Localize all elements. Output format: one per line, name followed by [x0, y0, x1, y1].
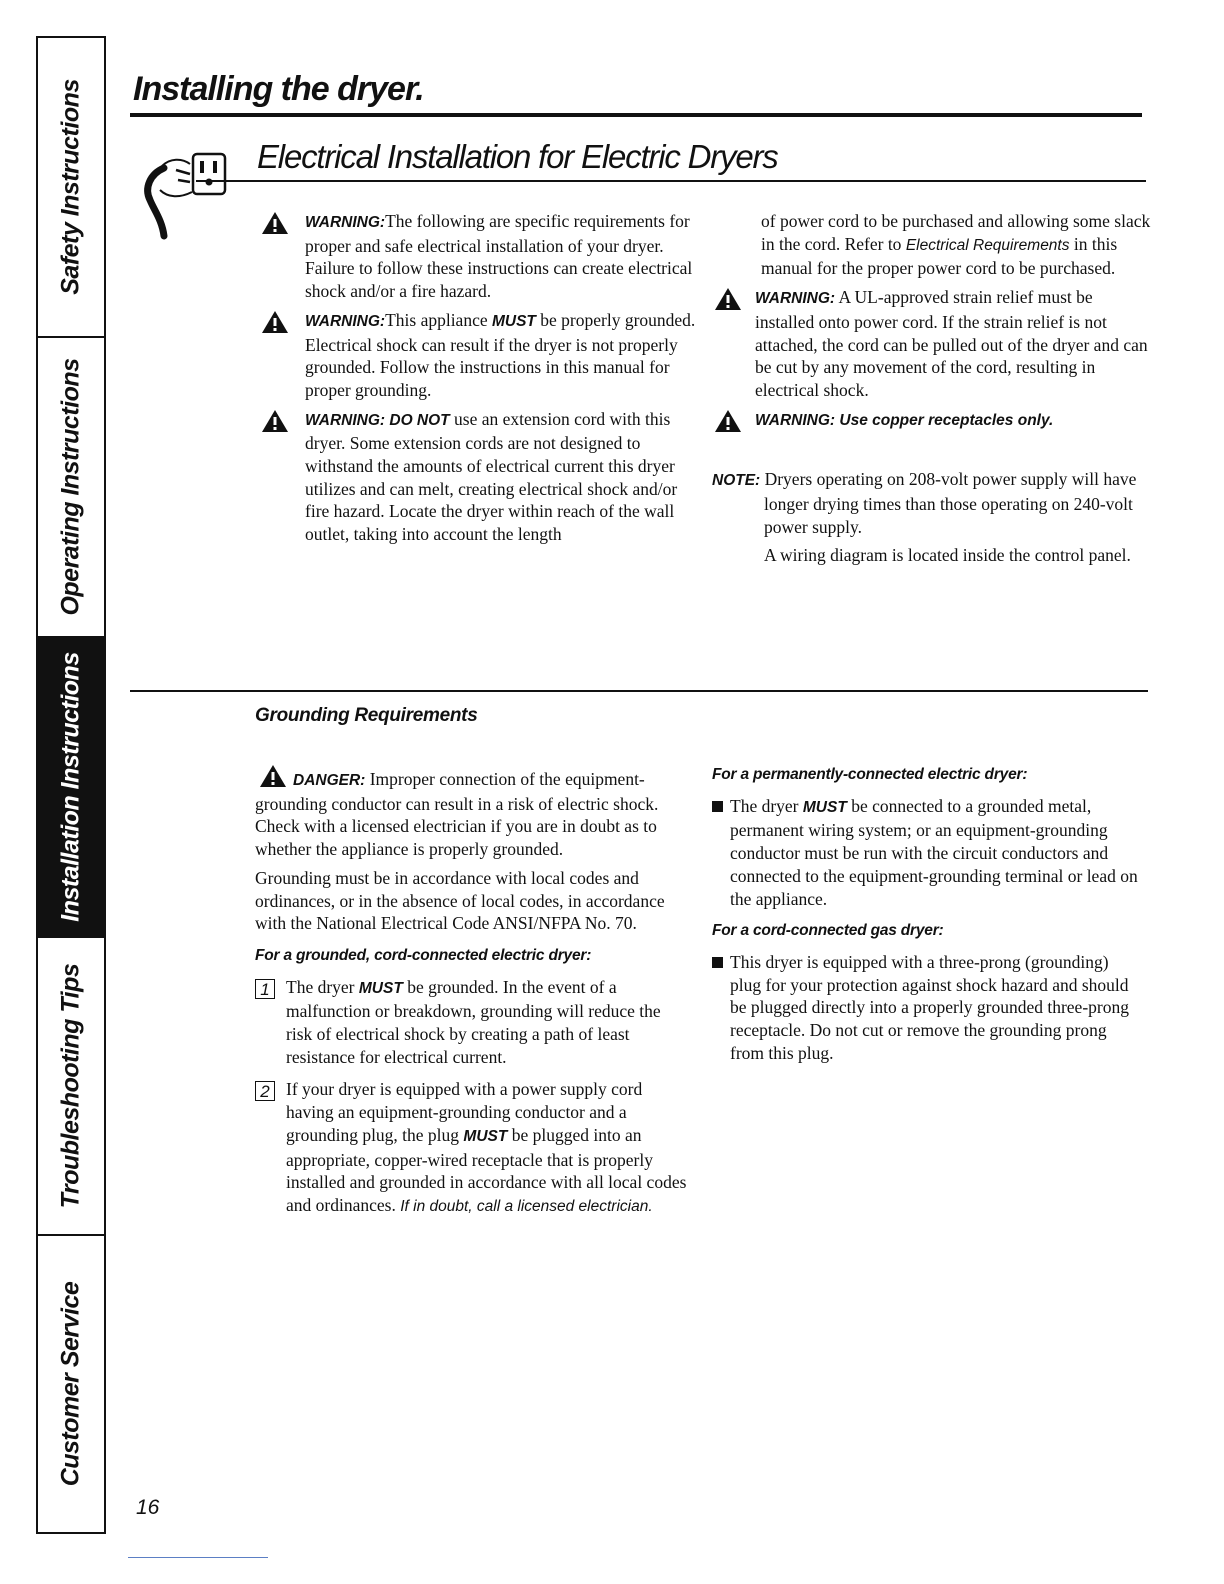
tab-operating-instructions[interactable] — [38, 338, 104, 638]
number-box: 2 — [255, 1081, 275, 1101]
cord-connected-electric-heading: For a grounded, cord-connected electric dryer: — [255, 946, 592, 964]
danger-paragraph — [255, 764, 687, 861]
warning-copper-receptacles — [712, 408, 1152, 433]
must-emphasis: MUST — [802, 798, 847, 816]
grounding-left-column — [255, 764, 687, 1229]
numbered-item-1 — [255, 976, 687, 1069]
electrical-requirements-reference: Electrical Requirements — [905, 236, 1070, 254]
numbered-item-2 — [255, 1078, 687, 1218]
paragraph-text: in this manual for the proper power cord to be purchased. — [761, 233, 1118, 279]
cord-connected-gas-heading: For a cord-connected gas dryer: — [712, 922, 944, 940]
warning-specific-requirements — [256, 210, 696, 303]
bullet-text: be connected to a grounded metal, permanent wiring system; or an equipment-grounding conductor must be run with the circuit conductors and connected to the equipment-grounding terminal or lead on the appliance. — [730, 795, 1138, 909]
tab-label: Operating Instructions — [56, 358, 85, 616]
electrical-left-column — [256, 210, 696, 552]
warning-text: The following are specific requirements for proper and safe electrical installation of your dryer. Failure to follow these instructions can create electrical shock and/or a fire hazard. — [305, 211, 693, 302]
electrical-plug-icon — [140, 140, 232, 240]
bullet-text: The dryer — [730, 795, 803, 816]
warning-triangle-icon — [714, 409, 742, 433]
warning-extension-cord — [256, 408, 696, 546]
permanently-connected-heading: For a permanently-connected electric dryer: — [712, 766, 1028, 783]
permanent-bullet — [712, 795, 1144, 911]
warning-strain-relief — [712, 286, 1152, 402]
warning-label: WARNING: — [305, 214, 386, 231]
warning-text: A UL-approved strain relief must be installed onto power cord. If the strain relief is not attached, the cord can be pulled out of the dryer and can be cut by any movement of the cord, resulting in electrical shock. — [755, 287, 1148, 400]
licensed-electrician-note: If in doubt, call a licensed electrician. — [400, 1197, 653, 1215]
footer-link-line — [128, 1557, 268, 1558]
warning-triangle-icon — [261, 211, 289, 235]
tab-troubleshooting-tips[interactable] — [38, 938, 104, 1236]
tab-label: Safety Instructions — [56, 79, 85, 295]
section-divider — [196, 180, 1146, 182]
electrical-right-column — [712, 210, 1152, 573]
page-number: 16 — [136, 1496, 160, 1519]
wiring-diagram-note: A wiring diagram is located inside the control panel. — [764, 545, 1131, 566]
power-cord-continuation — [712, 210, 1152, 280]
warning-label: WARNING: — [755, 290, 836, 308]
paragraph-text: of power cord to be purchased and allowing some slack in the cord. Refer to — [761, 211, 1151, 254]
warning-text: use an extension cord with this dryer. Some extension cords are not designed to withstand the amounts of electrical current this dryer utilizes and can melt, creating electrical shock and/or fire hazard. Locate the dryer within reach of the wall outlet, taking into account the length — [305, 408, 678, 545]
warning-triangle-icon — [714, 287, 742, 311]
sidebar-tabs — [36, 36, 106, 1534]
note-label: NOTE: — [712, 472, 761, 490]
warning-text: This appliance — [385, 309, 492, 330]
grounding-title: Grounding Requirements — [255, 705, 478, 726]
bullet-text: This dryer is equipped with a three-prong (grounding) plug for your protection against shock hazard and should be plugged directly into a properly grounded three-prong receptacle. Do not cut or remove the grounding prong from this plug. — [730, 951, 1129, 1063]
tab-installation-instructions[interactable] — [38, 638, 104, 938]
tab-safety-instructions[interactable] — [38, 38, 104, 338]
item-text: The dryer — [286, 976, 359, 997]
danger-label: DANGER: — [293, 772, 366, 789]
warning-label: WARNING: DO NOT — [305, 411, 450, 429]
grounding-right-column — [712, 764, 1144, 1074]
warning-grounded — [256, 309, 696, 402]
tab-label: Installation Instructions — [56, 652, 85, 922]
item-text: be plugged into an appropriate, copper-wired receptacle that is properly installed and grounded in accordance with all local codes and ordinances. — [286, 1124, 687, 1215]
item-text: If your dryer is equipped with a power supply cord having an equipment-grounding conductor and a grounding plug, the plug — [286, 1079, 643, 1145]
section-divider — [130, 690, 1148, 692]
gas-bullet — [712, 951, 1144, 1065]
note-voltage — [712, 468, 1152, 538]
section-title: Electrical Installation for Electric Dryers — [257, 138, 778, 175]
bullet-square-icon — [712, 801, 723, 812]
page-title: Installing the dryer. — [133, 70, 424, 108]
warning-triangle-icon — [261, 409, 289, 433]
must-emphasis: MUST — [463, 1127, 508, 1145]
warning-text: be properly grounded. Electrical shock can result if the dryer is not properly grounded. Follow the instructions in this manual for proper grounding. — [305, 309, 696, 400]
accordance-paragraph: Grounding must be in accordance with local codes and ordinances, or in the absence of local codes, in accordance with the National Electrical Code ANSI/NFPA No. 70. — [255, 867, 665, 934]
title-divider — [130, 113, 1142, 117]
note-text: Dryers operating on 208-volt power supply will have longer drying times than those operating on 240-volt power supply. — [760, 469, 1137, 537]
must-emphasis: MUST — [358, 979, 403, 997]
item-text: be grounded. In the event of a malfunction or breakdown, grounding will reduce the risk of electrical shock by creating a path of least resistance for electrical current. — [286, 976, 661, 1067]
must-emphasis: MUST — [491, 312, 536, 330]
tab-label: Customer Service — [56, 1281, 85, 1487]
bullet-square-icon — [712, 957, 723, 968]
warning-triangle-icon — [261, 310, 289, 334]
warning-label: WARNING: — [305, 312, 386, 330]
warning-triangle-icon — [259, 764, 287, 788]
danger-text: Improper connection of the equipment-grounding conductor can result in a risk of electric shock. Check with a licensed electrician if you are in doubt as to whether the appliance is properly grounded. — [255, 769, 659, 860]
warning-label: WARNING: Use copper receptacles only. — [755, 411, 1054, 429]
number-box: 1 — [255, 979, 275, 999]
tab-customer-service[interactable] — [38, 1236, 104, 1532]
tab-label: Troubleshooting Tips — [56, 963, 85, 1209]
